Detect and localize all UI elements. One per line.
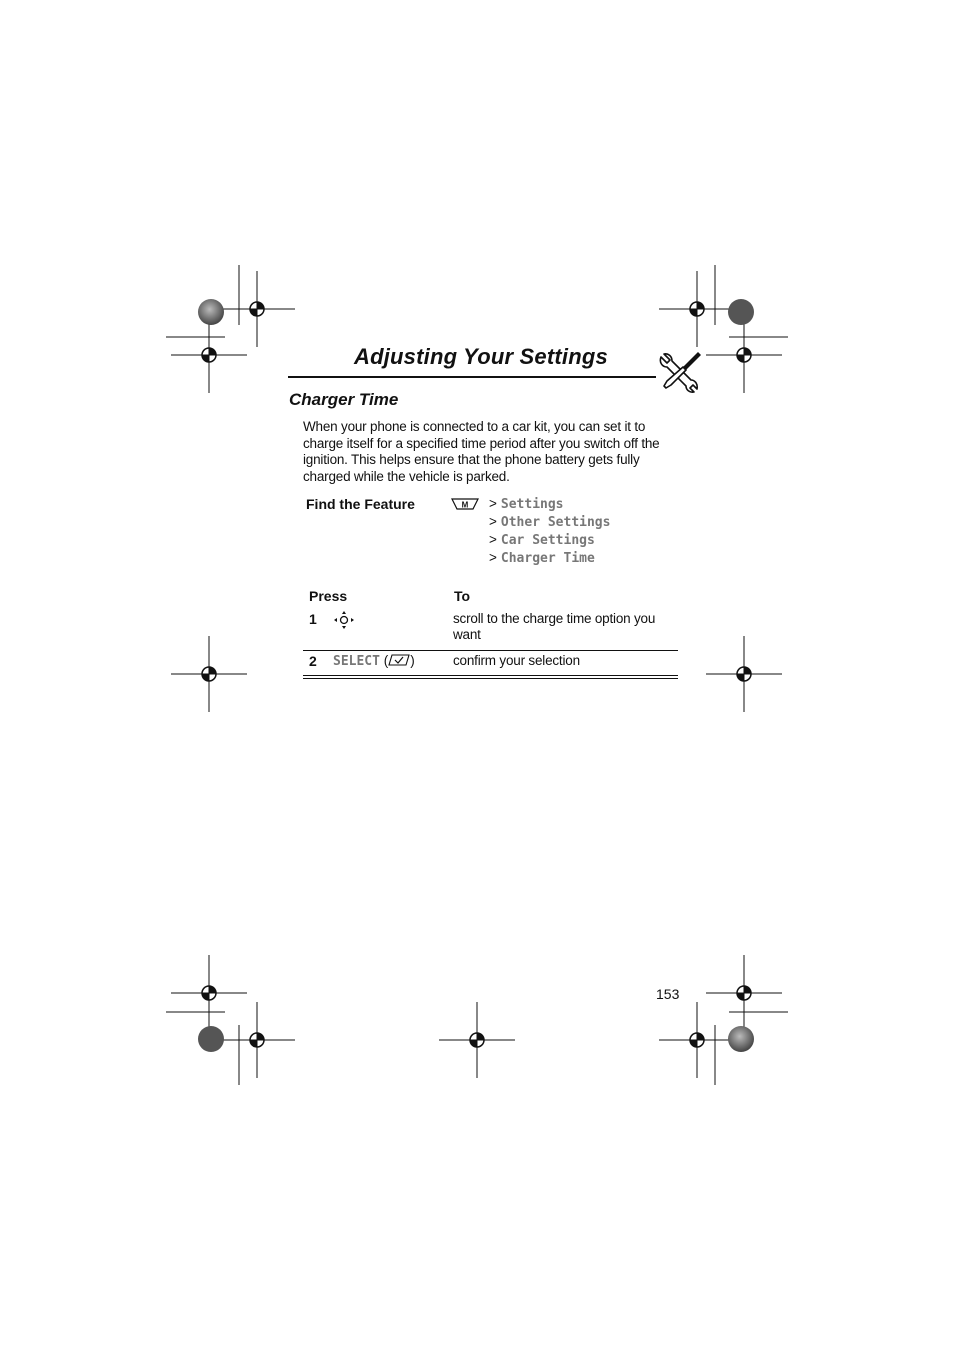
select-paren-close: ) [410, 653, 415, 668]
page-title: Adjusting Your Settings [354, 344, 608, 369]
registration-cross [171, 317, 247, 393]
path-separator: > [489, 514, 497, 529]
select-label: SELECT [333, 654, 380, 669]
path-item-charger-time: Charger Time [500, 551, 595, 566]
menu-key-letter: M [461, 500, 469, 510]
step-number: 1 [309, 611, 317, 627]
title-rule [288, 376, 656, 378]
path-item-car-settings: Car Settings [500, 533, 595, 548]
path-item-other-settings: Other Settings [500, 515, 611, 530]
table-bottom-rule [303, 678, 678, 679]
registration-cross [706, 317, 782, 393]
find-feature-label: Find the Feature [306, 496, 415, 512]
table-divider [303, 650, 678, 651]
section-title: Charger Time [289, 390, 399, 409]
path-separator: > [489, 532, 497, 547]
path-separator: > [489, 496, 497, 511]
registration-cross [171, 955, 247, 1031]
registration-cross [171, 636, 247, 712]
table-header-to: To [454, 588, 471, 604]
registration-cross [219, 271, 295, 347]
registration-ball [728, 1026, 754, 1052]
menu-key-icon [451, 497, 479, 511]
page-number: 153 [656, 986, 680, 1002]
registration-cross [659, 271, 735, 347]
step-description: confirm your selection [453, 653, 580, 668]
nav-key-icon [333, 610, 355, 630]
registration-cross [659, 1002, 735, 1078]
registration-cross [706, 636, 782, 712]
menu-path-step [489, 514, 610, 530]
path-separator: > [489, 550, 497, 565]
registration-ball [728, 299, 754, 325]
menu-path-step [489, 550, 595, 566]
registration-ball [198, 1026, 224, 1052]
registration-cross [439, 1002, 515, 1078]
menu-path-step [489, 496, 564, 512]
table-header-press: Press [309, 588, 348, 604]
intro-paragraph: When your phone is connected to a car kit, you can set it to charge itself for a specified time period after you switch off the ignition. This helps ensure that the phone battery gets fully charged while the vehicle is parked. [303, 419, 660, 484]
step-description: scroll to the charge time option you want [453, 611, 656, 642]
tools-icon [656, 348, 704, 396]
select-softkey [333, 653, 415, 669]
registration-cross [706, 955, 782, 1031]
step-number: 2 [309, 653, 317, 669]
select-key-icon [388, 654, 410, 666]
path-item-settings: Settings [500, 497, 564, 512]
registration-ball [198, 299, 224, 325]
table-bottom-rule [303, 675, 678, 676]
registration-cross [219, 1002, 295, 1078]
menu-path-step [489, 532, 595, 548]
select-paren-open: ( [383, 653, 389, 668]
